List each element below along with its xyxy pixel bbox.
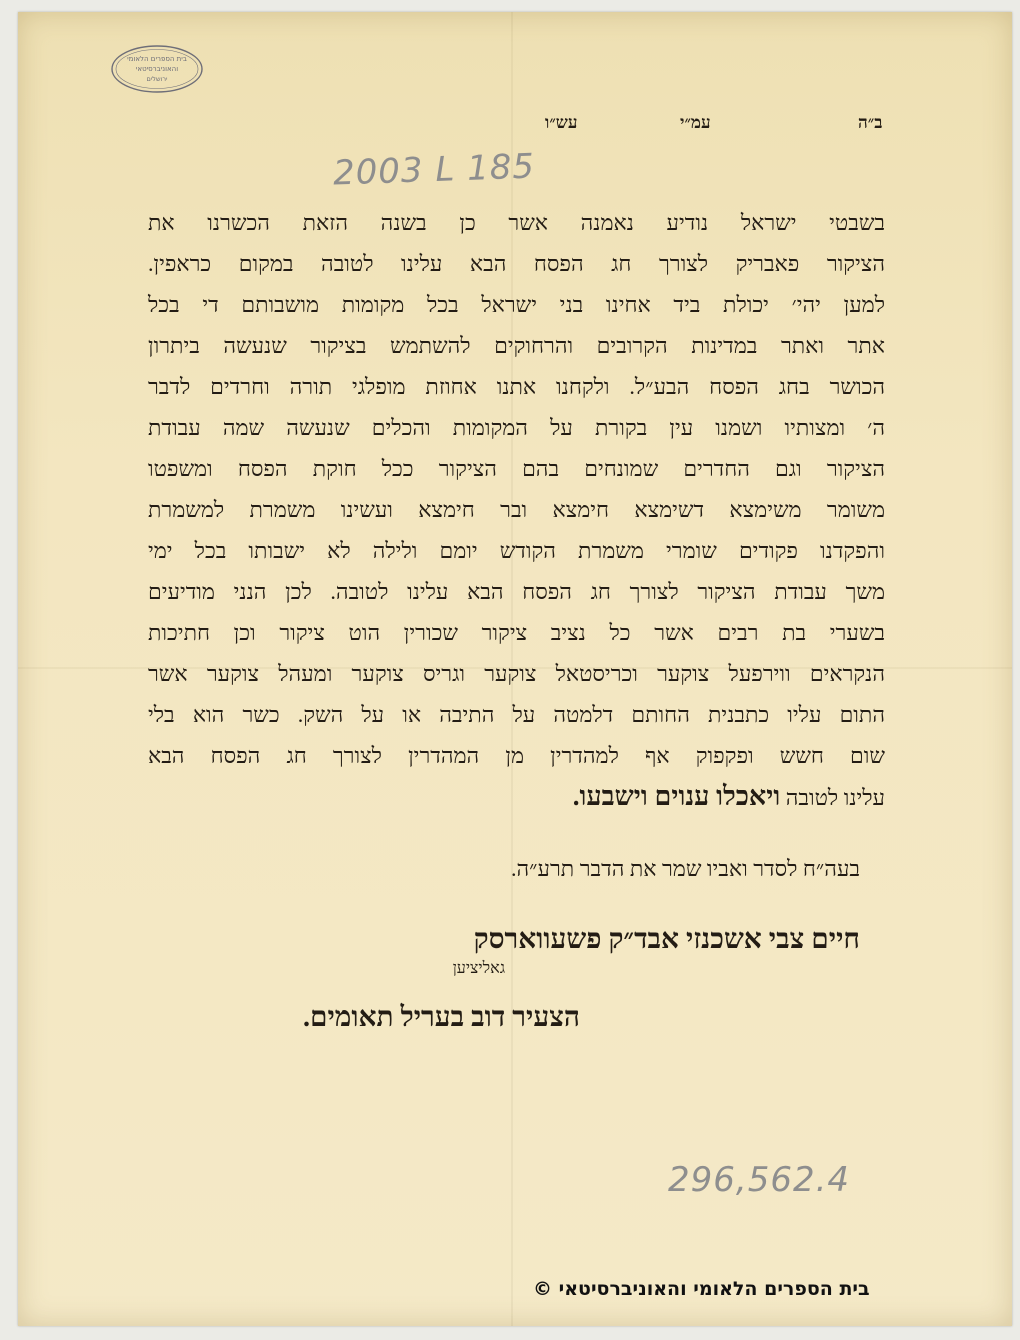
handwritten-shelfmark: 296,562.4 <box>668 1160 851 1200</box>
body-line: משך עבודת הציקור לצורך חג הפסח הבא עלינו לטובה. לכן הנני מודיעים <box>148 579 885 604</box>
stamp-line: בית הספרים הלאומי <box>127 55 187 63</box>
signature-primary: חיים צבי אשכנזי אבד״ק פשעווארסק <box>473 924 860 955</box>
body-line: הכושר בחג הפסח הבע״ל. ולקחנו אתנו אחוזת מופלגי תורה וחרדים לדבר <box>148 374 885 399</box>
body-line: בשערי בת רבים אשר כל נציב ציקור שכורין הוט ציקור וכן חתיכות <box>148 620 885 645</box>
body-line: הציקור פאבריק לצורך חג הפסח הבא עלינו לטובה במקום כראפין. <box>148 251 885 276</box>
stamp-line: ירושלים <box>146 75 168 83</box>
body-line: הציקור וגם החדרים שמונחים בהם הציקור ככל חוקת הפסח ומשפטו <box>148 456 885 481</box>
library-stamp <box>110 44 204 94</box>
header-right-abbrev: ב״ה <box>858 113 883 132</box>
header-left-abbrev: עש״ו <box>545 113 578 132</box>
handwritten-catalog-note: 2003 L 185 <box>332 146 536 194</box>
body-line: בשבטי ישראל נודיע נאמנה אשר כן בשנה הזאת הכשרנו את <box>148 210 885 235</box>
body-line: למען יהי׳ יכולת ביד אחינו בני ישראל בכל מקומות מושבותם די בכל <box>148 292 885 317</box>
body-line: והפקדנו פקודים שומרי משמרת הקודש יומם ולילה לא ישבותו בכל ימי <box>148 538 885 563</box>
body-line: אתר ואתר במדינות הקרובים והרחוקים להשתמש בציקור שנעשה ביתרון <box>148 333 885 358</box>
date-line: בעה״ח לסדר ואביו שמר את הדבר תרע״ה. <box>511 856 860 881</box>
body-line: התום עליו כתבנית החותם דלמטה על התיבה או על השק. כשר הוא בלי <box>148 702 885 727</box>
copyright-footer: © בית הספרים הלאומי והאוניברסיטאי <box>533 1278 870 1300</box>
stamp-line: והאוניברסיטאי <box>135 65 179 73</box>
body-last-line <box>148 776 885 817</box>
header-center-abbrev: עמ״י <box>680 113 711 132</box>
body-last-line-text: עלינו לטובה <box>785 785 885 810</box>
signature-secondary: הצעיר דוב בעריל תאומים. <box>302 1002 580 1033</box>
body-line: הנקראים ווירפעל צוקער וכריסטאל צוקער וגריס צוקער ומעהל צוקער אשר <box>148 661 885 686</box>
body-line: ה׳ ומצותיו ושמנו עין בקורת על המקומות והכלים שנעשה שמה עבודת <box>148 415 885 440</box>
body-line: שום חשש ופקפוק אף למהדרין מן המהדרין לצורך חג הפסח הבא <box>148 743 885 768</box>
body-emphasis-text: ויאכלו ענוים וישבעו. <box>572 781 781 811</box>
signature-region: גאליציען <box>452 960 505 977</box>
body-line: משומר משימצא דשימצא חימצא ובר חימצא ועשינו משמרת למשמרת <box>148 497 885 522</box>
letter-body <box>148 202 885 817</box>
